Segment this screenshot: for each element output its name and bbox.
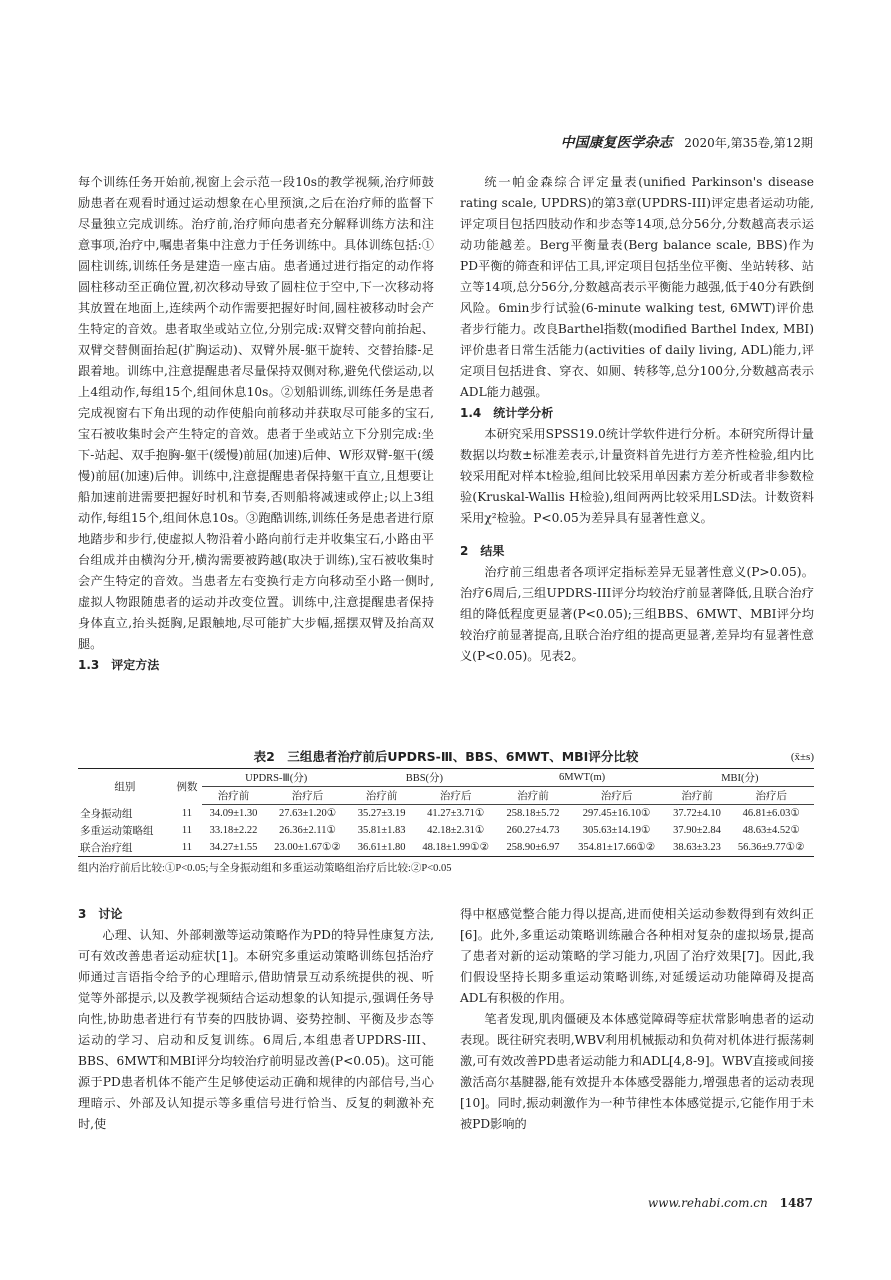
table-cell: 297.45±16.10① xyxy=(582,808,651,820)
table-cell: 354.81±17.66①② xyxy=(568,839,666,857)
section-3-heading: 3 讨论 xyxy=(78,907,123,921)
table-2 xyxy=(78,746,814,875)
table-unit: (x̄±s) xyxy=(790,751,814,763)
table-cell: 35.27±3.19 xyxy=(357,807,406,819)
section-2-heading: 2 结果 xyxy=(460,544,505,558)
table-row xyxy=(78,805,814,822)
discussion-paragraph-2: 得中枢感觉整合能力得以提高,进而使相关运动参数得到有效纠正[6]。此外,多重运动策略训练融合各种相对复杂的虚拟场景,提高了患者对新的运动策略的学习能力,巩固了治疗效果[7]。因此,我们假设坚持长期多重运动策略训练,对延缓运动功能障碍及提高ADL有积极的作用。 xyxy=(460,907,814,1005)
table-cell: 305.63±14.19① xyxy=(582,825,651,836)
section-1-3-heading: 1.3 评定方法 xyxy=(78,658,160,672)
sub-header: 治疗前 xyxy=(666,787,729,805)
table-cell: 34.27±1.55 xyxy=(202,839,265,857)
row-n: 11 xyxy=(181,807,193,819)
sub-header: 治疗后 xyxy=(728,787,814,805)
table-cell: 37.90±2.84 xyxy=(673,824,721,836)
table-row xyxy=(78,822,814,839)
col-header-group: 组别 xyxy=(78,769,172,805)
table-caption xyxy=(78,746,814,768)
table-cell: 260.27±4.73 xyxy=(506,824,560,836)
table-cell: 37.72±4.10 xyxy=(673,807,721,819)
row-group-name: 多重运动策略组 xyxy=(80,825,154,837)
page-footer xyxy=(648,1196,813,1210)
table-row xyxy=(78,839,814,857)
sub-header: 治疗前 xyxy=(202,787,265,805)
table-cell: 42.18±2.31① xyxy=(427,825,485,836)
sub-header: 治疗后 xyxy=(568,787,666,805)
table-cell: 23.00±1.67①② xyxy=(265,839,350,857)
table-title: 表2 三组患者治疗前后UPDRS-Ⅲ、BBS、6MWT、MBI评分比较 xyxy=(253,749,639,764)
footer-url: www.rehabi.com.cn xyxy=(647,1196,768,1210)
sub-header: 治疗后 xyxy=(265,787,350,805)
row-n: 11 xyxy=(181,824,193,836)
section-1-4-heading: 1.4 统计学分析 xyxy=(460,406,554,420)
col-group-updrs: UPDRS-Ⅲ(分) xyxy=(202,769,350,787)
table-cell: 258.18±5.72 xyxy=(506,807,560,819)
table-cell: 48.18±1.99①② xyxy=(413,839,498,857)
row-n: 11 xyxy=(172,839,202,857)
table-cell: 46.81±6.03① xyxy=(742,808,800,820)
left-paragraph-1: 每个训练任务开始前,视窗上会示范一段10s的教学视频,治疗师鼓励患者在观看时通过运动想象在心里预演,之后在治疗师的监督下尽量独立完成训练。治疗前,治疗师向患者充分解释训练方法和注意事项,治疗中,嘱患者集中注意力于任务训练中。具体训练包括:①圆柱训练,训练任务是建造一座古庙。患者通过进行指定的动作将圆柱移动至正确位置,初次移动导致了圆柱位于空中,下一次移动将其放置在地面上,连续两个动作需要把握好时间,圆柱被移动时会产生特定的音效。患者取坐或站立位,分别完成:双臂交替向前抬起、双臂交替侧面抬起(扩胸运动)、双臂外展-躯干旋转、交替抬膝-足跟着地。训练中,注意提醒患者尽量保持双侧对称,避免代偿运动,以上4组动作,每组15个,组间休息10s。②划船训练,训练任务是患者完成视窗右下角出现的动作使船向前移动并获取尽可能多的宝石,宝石被收集时会产生特定的音效。患者于坐或站立下分别完成:坐下-站起、双手抱胸-躯干(缓慢)前屈(加速)后伸、W形双臂-躯干(缓慢)前屈(加速)后伸。训练中,注意提醒患者保持躯干直立,且想要让船加速前进需要把握好时机和节奏,否则船将减速或停止;以上3组动作,每组15个,组间休息10s。③跑酷训练,训练任务是患者进行原地踏步和步行,使虚拟人物沿着小路向前行走并收集宝石,小路由平台组成并由横沟分开,横沟需要被跨越(取决于训练),宝石被收集时会产生特定的音效。当患者左右变换行走方向移动至小路一侧时,虚拟人物跟随患者的运动并改变位置。训练中,注意提醒患者保持身体直立,抬头挺胸,足跟触地,尽可能扩大步幅,摇摆双臂及抬高双腿。 xyxy=(78,175,434,651)
page-number: 1487 xyxy=(779,1196,813,1210)
row-group-name: 全身振动组 xyxy=(80,808,133,820)
col-group-bbs: BBS(分) xyxy=(350,769,498,787)
running-header xyxy=(560,132,813,152)
right-paragraph-2: 本研究采用SPSS19.0统计学软件进行分析。本研究所得计量数据以均数±标准差表示,计量资料首先进行方差齐性检验,组内比较采用配对样本t检验,组间比较采用单因素方差分析或者非参数检验(Kruskal-Wallis H检验),组间两两比较采用LSD法。计数资料采用χ²检验。P<0.05为差异具有显著性意义。 xyxy=(460,427,814,525)
sub-header: 治疗后 xyxy=(413,787,498,805)
table-cell: 41.27±3.71① xyxy=(427,808,485,820)
bottom-left-column xyxy=(78,904,434,1135)
table-cell: 38.63±3.23 xyxy=(666,839,729,857)
bottom-right-column xyxy=(460,904,814,1135)
discussion-paragraph-1: 心理、认知、外部刺激等运动策略作为PD的特异性康复方法,可有效改善患者运动症状[1]。本研究多重运动策略训练包括治疗师通过言语指令给予的心理暗示,借助情景互动系统提供的视、听觉等外部提示,以及教学视频结合运动想象的认知提示,强调任务导向性,协助患者进行有节奏的四肢协调、姿势控制、平衡及步态等运动的学习、启动和反复训练。6周后,本组患者UPDRS-III、BBS、6MWT和MBI评分均较治疗前明显改善(P<0.05)。这可能源于PD患者机体不能产生足够使运动正确和规律的内部信号,当心理暗示、外部及认知提示等多重信号进行恰当、反复的刺激补充时,使 xyxy=(78,928,434,1131)
issue-info: 2020年,第35卷,第12期 xyxy=(684,136,813,150)
right-paragraph-1: 统一帕金森综合评定量表(unified Parkinson's disease rating scale, UPDRS)的第3章(UPDRS-III)评定患者运动功能,评定项目包括四肢动作和步态等14项,总分56分,分数越高表示运动功能越差。Berg平衡量表(Berg balance scale, BBS)作为PD平衡的筛查和评估工具,评定项目包括坐位平衡、坐站转移、站立等14项,总分56分,分数越高表示平衡能力越强,低于40分有跌倒风险。6min步行试验(6-minute walking test, 6MWT)评价患者步行能力。改良Barthel指数(modified Barthel Index, MBI)评价患者日常生活能力(activities of daily living, ADL)能力,评定项目包括进食、穿衣、如厕、转移等,总分100分,分数越高表示ADL能力越强。 xyxy=(460,175,814,399)
journal-name: 中国康复医学杂志 xyxy=(560,135,673,151)
table-cell: 26.36±2.11① xyxy=(279,825,336,836)
sub-header: 治疗前 xyxy=(350,787,413,805)
table-cell: 36.61±1.80 xyxy=(350,839,413,857)
table-cell: 35.81±1.83 xyxy=(357,824,406,836)
left-column xyxy=(78,172,434,676)
table-cell: 48.63±4.52① xyxy=(742,825,800,836)
table-cell: 258.90±6.97 xyxy=(498,839,567,857)
right-column xyxy=(460,172,814,667)
col-header-n: 例数 xyxy=(172,769,202,805)
table-cell: 27.63±1.20① xyxy=(278,808,337,820)
col-group-mbi: MBI(分) xyxy=(666,769,814,787)
table-cell: 33.18±2.22 xyxy=(209,824,258,836)
sub-header: 治疗前 xyxy=(498,787,567,805)
results-table xyxy=(78,768,814,857)
table-note: 组内治疗前后比较:①P<0.05;与全身振动组和多重运动策略组治疗后比较:②P<0.05 xyxy=(78,862,452,874)
table-cell: 56.36±9.77①② xyxy=(728,839,814,857)
table-cell: 34.09±1.30 xyxy=(209,807,258,819)
right-paragraph-3: 治疗前三组患者各项评定指标差异无显著性意义(P>0.05)。治疗6周后,三组UPDRS-III评分均较治疗前显著降低,且联合治疗组的降低程度更显著(P<0.05);三组BBS、6MWT、MBI评分均较治疗前显著提高,且联合治疗组的提高更显著,差异均有显著性意义(P<0.05)。见表2。 xyxy=(460,565,814,663)
discussion-paragraph-3: 笔者发现,肌肉僵硬及本体感觉障碍等症状常影响患者的运动表现。既往研究表明,WBV利用机械振动和负荷对机体进行振荡刺激,可有效改善PD患者运动能力和ADL[4,8-9]。WBV直接或间接激活高尔基腱器,能有效提升本体感受器能力,增强患者的运动表现[10]。同时,振动刺激作为一种节律性本体感觉提示,它能作用于未被PD影响的 xyxy=(460,1012,814,1131)
col-group-6mwt: 6MWT(m) xyxy=(498,769,665,787)
row-group-name: 联合治疗组 xyxy=(78,839,172,857)
